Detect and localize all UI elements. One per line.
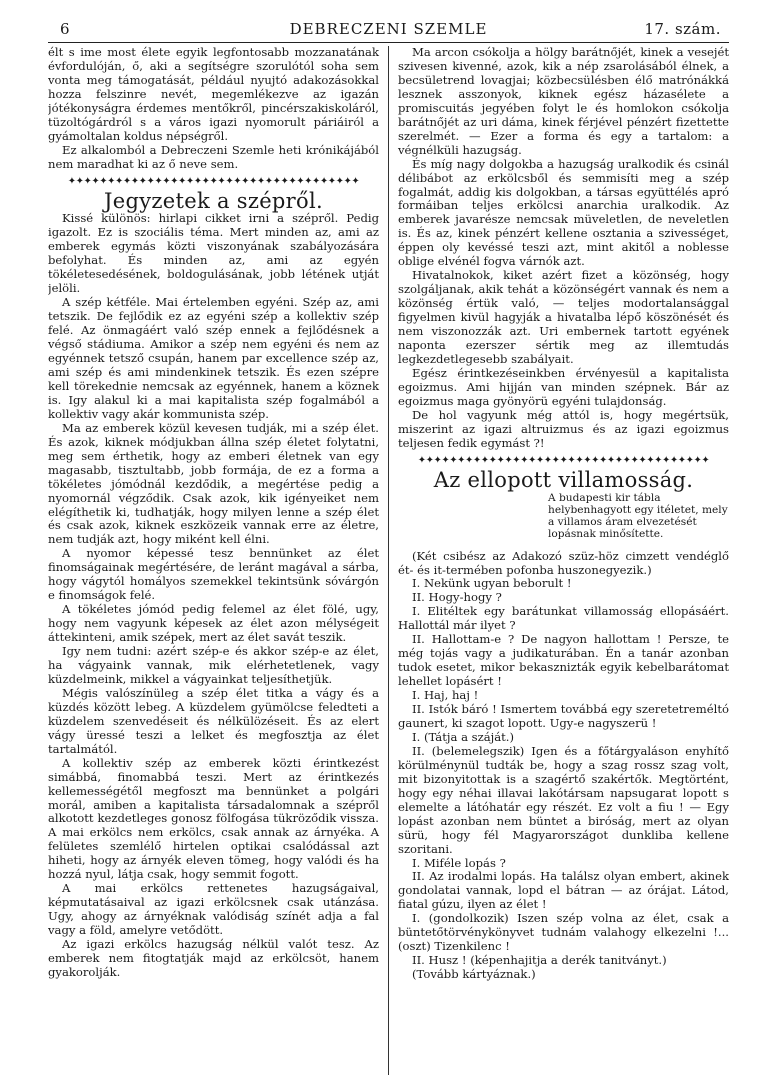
dialog-line: I. Miféle lopás ?	[412, 855, 506, 870]
dialog-line: I. (Tátja a száját.)	[412, 729, 515, 744]
article-paragraph: Hivatalnokok, kiket azért fizet a közönség, hogy szolgáljanak, akik tehát a közönségért vannak és nem a közönség értük való, — teljes modortalansággal figyelmen kivül hagyják a hivatalba lépő köszönését és nem viszonozzák azt. Uri embernek tartott egyének naponta ezerszer sértik meg az illemtudás legkezdetlegesebb szabályait.	[398, 268, 729, 366]
article-paragraph: Egész érintkezéseinkben érvényesül a kapitalista egoizmus. Ami hijján van minden szépnek. Bár az egoizmus maga gyönyörü egyéni tulajdonság.	[398, 365, 729, 408]
issue-number: 17. szám.	[644, 20, 721, 38]
article-title: Jegyzetek a szépről.	[104, 188, 323, 213]
dialog-line: II. Hallottam-e ? De nagyon hallottam ! Persze, te még tojás vagy a judikaturában. Én a tanár azonban tudok esetet, mikor bekasznizták egyik kebelbarátomat lehellet lopásért !	[398, 632, 729, 689]
article-paragraph: Az igazi erkölcs hazugság nélkül valót tesz. Az emberek nem fitogtatják majd az erkölcsöt, hanem gyakorolják.	[48, 937, 379, 979]
intro-paragraph: Ez alkalomból a Debreczeni Szemle heti krónikájából nem maradhat ki az ő neve sem.	[48, 142, 379, 171]
running-header	[48, 16, 729, 38]
dialog-line: II. Husz ! (képenhajitja a derék tanitványt.)	[412, 953, 667, 968]
article-paragraph: A tökéletes jómód pedig felemel az élet fölé, ugy, hogy nem vagyunk képesek az élet azon mélységeit áttekinteni, amik szépek, mert az élet savát teszik.	[48, 602, 379, 645]
dialog-line: (Két csibész az Adakozó szüz-höz cimzett vendéglő ét- és it-termében pofonba huszonegyezik.)	[398, 548, 729, 577]
header-rule	[48, 42, 729, 43]
dialog-line: I. Haj, haj !	[412, 688, 479, 703]
dialog-line: II. (belemelegszik) Igen és a főtárgyaláson enyhítő körülménynül tudták be, hogy a szag rossz szag volt, mit bizonyitottak is a szagértő szakértők. Megtörtént, hogy egy néhai illavai lakótársam napsugarat lopott s elemelte a látóhatár egy részét. Ez volt a fiu ! — Egy lopást azonban nem büntet a biróság, mert az olyan sürü, hogy fél Magyarországot dunkliba kellene szoritani.	[398, 743, 729, 856]
article-paragraph: És míg nagy dolgokba a hazugság uralkodik és csinál délibábot az erkölcsből és semmisíti meg a szép fogalmát, addig kis dolgokban, a társas együttélés apró formáiban teljes erkölcsi anarchia uralkodik. Az emberek javarésze nemcsak müveletlen, de neveletlen is. És az, kinek pénzért kellene osztania a szivességet, éppen oly kevéssé teszi azt, mint akitől a noblesse oblige elvénél fogva várnók azt.	[398, 156, 729, 269]
dialog-line: I. (gondolkozik) Iszen szép volna az élet, csak a büntetőtörvénykönyvet tudnám valahogy elkezelni !... (oszt) Tizenkilenc !	[398, 911, 729, 954]
article-paragraph: A mai erkölcs rettenetes hazugságaival, képmutatásaival az igazi erkölcsnek csak utánzása. Ugy, ahogy az árnyéknak valódiság színét adja a fal vagy a föld, amelyre vetődött.	[48, 881, 379, 938]
ornament-divider: ✦✦✦✦✦✦✦✦✦✦✦✦✦✦✦✦✦✦✦✦✦✦✦✦✦✦✦✦✦✦✦✦✦✦✦✦✦	[417, 454, 710, 466]
page-number: 6	[60, 20, 71, 38]
article-paragraph: Ma az emberek közül kevesen tudják, mi a szép élet. És azok, kiknek módjukban állna szép életet folytatni, meg sem érthetik, hogy az emberi életnek van egy magasabb, tisztultabb, jobb formája, de ez a forma a tökéletes jómódnál kezdődik, a megértése pedig a nyomornál végződik. Csak azok, kik igényeiket nem elégíthetik ki, tudhatják, hogy milyen lenne a szép élet és csak azok, kiknek eszközeik vannak erre az életre, nem tudják azt, hogy miként kell élni.	[48, 420, 379, 547]
right-column	[388, 46, 729, 1075]
intro-paragraph: élt s ime most élete egyik legfontosabb mozzanatának évfordulóján, ő, aki a segítségre szorulótól soha sem vonta meg támogatását, például nyujtó adakozásokkal hozza felszinre nevét, megemlékezve az igazán jótékonyságra érdemes mentőkről, pincérszakiskoláról, tüzoltógárdról s a város igazi nyomorult páriáiról a gyámoltalan koldus népségről.	[48, 46, 379, 143]
dialog-line: II. Istók báró ! Ismertem továbbá egy szeretetreméltó gaunert, ki szagot lopott. Ugy-e nagyszerü !	[398, 702, 729, 730]
dialog-line: (Tovább kártyáznak.)	[412, 967, 536, 982]
dialog-line: II. Az irodalmi lopás. Ha találsz olyan embert, akinek gondolatai vannak, lopd el bátran — az órájat. Látod, fiatal gúzu, ilyen az élet !	[398, 869, 729, 912]
article-paragraph: Igy nem tudni: azért szép-e és akkor szép-e az élet, ha vágyaink vannak, mik elérhetetlenek, vagy küzdelmeink, mikkel a vágyainkat teljesíthetjük.	[48, 644, 379, 686]
left-column	[48, 46, 388, 1075]
dialog-line: I. Elitéltek egy barátunkat villamosság ellopásáért. Hallottál már ilyet ?	[398, 604, 729, 633]
article-paragraph: Kissé különös: hirlapi cikket irni a szépről. Pedig igazolt. Ez is szociális téma. Mert minden az, ami az emberek egymás közti viszonyának szabályozására befolyhat. És minden az, ami az egyén tökéletesedésének, boldogulásának, jobb létének utját jelöli.	[48, 211, 379, 296]
article-paragraph: A szép kétféle. Mai értelemben egyéni. Szép az, ami tetszik. De fejlődik ez az egyéni szép a kollektiv szép felé. Az önmagáért való szép ennek a fejlődésnek a végső stádiuma. Amikor a szép nem egyéni és nem az egyénnek tetsző csupán, hanem par excellence szép az, ami szép és ami mindenkinek tetszik. És ezen szépre kell törekednie nemcsak az egyénnek, hanem a köznek is. Igy alakul ki a mai kapitalista szép fogalmából a kollektiv vagy akár kommunista szép.	[48, 295, 379, 421]
article-paragraph: Mégis valószínüleg a szép élet titka a vágy és a küzdés között lebeg. A küzdelem gyümölcse feledteti a küzdelem szenvedéseit és nélkülözéseit. És az elert vágy üressé teszi a lelket és megfosztja az élet tartalmától.	[48, 685, 379, 756]
dialog-line: II. Hogy-hogy ?	[412, 590, 502, 605]
ornament-divider: ✦✦✦✦✦✦✦✦✦✦✦✦✦✦✦✦✦✦✦✦✦✦✦✦✦✦✦✦✦✦✦✦✦✦✦✦✦	[67, 175, 360, 187]
journal-title: DEBRECZENI SZEMLE	[289, 20, 488, 38]
article-paragraph: Ma arcon csókolja a hölgy barátnőjét, kinek a vesejét szivesen kivenné, azok, kik a nép zsarolásából élnek, a becsületrend lovagjai; közbecsülésben élő matrónákká lesznek asszonyok, kiknek egész házasélete a promiscuitás jegyében folyt le és homlokon csókolja barátnőjét az uri dáma, kinek férjével pénzért fizettette szerelmét. — Ezer a forma és egy a tartalom: a végnélküli hazugság.	[398, 46, 729, 157]
article-title: Az ellopott villamosság.	[433, 467, 694, 492]
article-paragraph: De hol vagyunk még attól is, hogy megértsük, miszerint az igazi altruizmus és az igazi egoizmus teljesen fedik egymást ?!	[398, 407, 729, 450]
dialog-line: I. Nekünk ugyan beborult !	[412, 576, 572, 591]
article-paragraph: A nyomor képessé tesz bennünket az élet finomságainak megértésére, de leránt magával a sárba, hogy vágytól homályos szemekkel tekintsünk sóvárgón e finomságok felé.	[48, 546, 379, 603]
article-subnote: A budapesti kir tábla helybenhagyott egy itéletet, mely a villamos áram elvezetését lopásnak minősítette.	[548, 491, 728, 540]
columns	[48, 46, 729, 1075]
article-paragraph: A kollektiv szép az emberek közti érintkezést simábbá, finomabbá teszi. Mert az érintkezés kellemességétől megfoszt ma bennünket a polgári morál, amiben a kapitalista társadalomnak a szépről alkotott kezdetleges gonosz fölfogása tükröződik vissza. A mai erkölcs nem erkölcs, csak annak az árnyéka. A felületes szemlélő hirtelen optikai csalódással azt hiheti, hogy az árnyék eleven tömeg, hogy valódi és ha hozzá nyul, látja csak, hogy semmit fogott.	[48, 755, 379, 882]
